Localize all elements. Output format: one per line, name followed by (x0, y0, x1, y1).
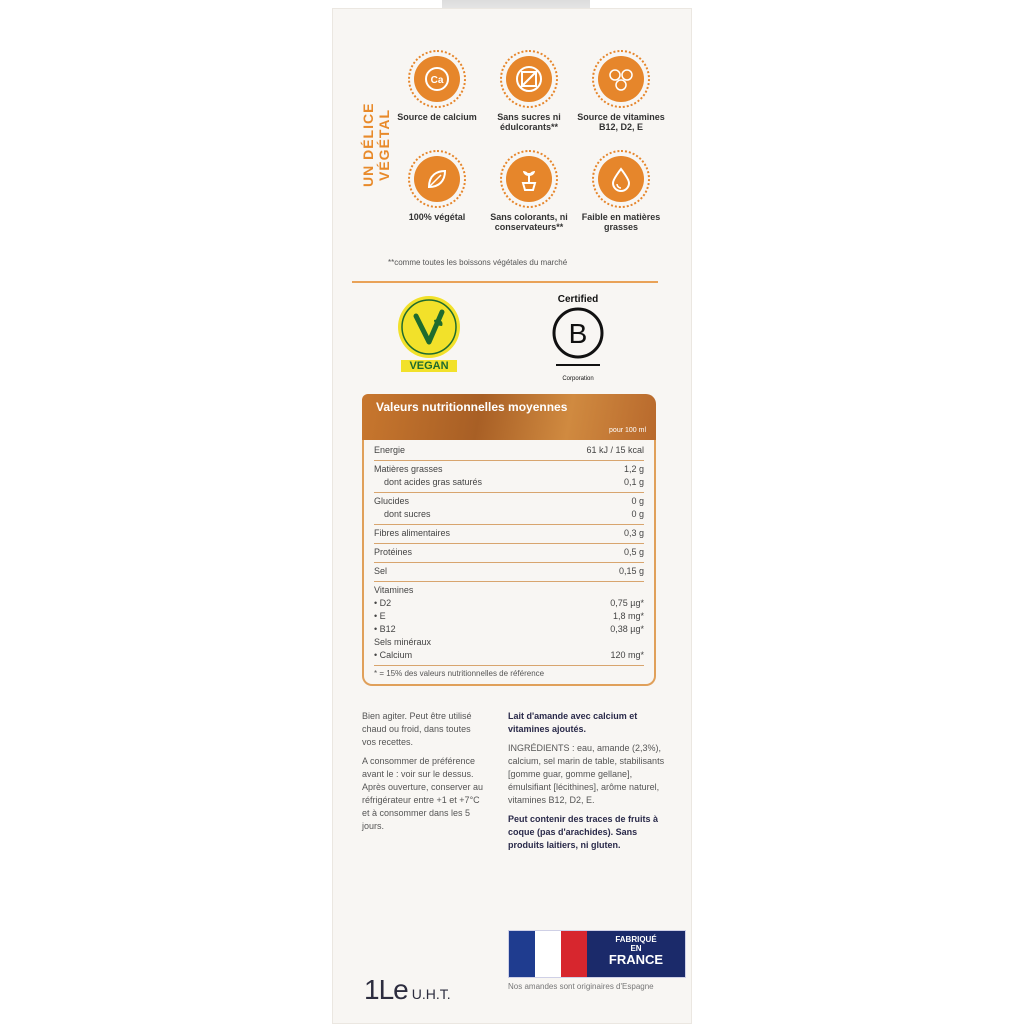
nutrition-row (374, 623, 644, 636)
nutrition-header (362, 394, 656, 440)
product-description (508, 710, 668, 858)
usage-instructions (362, 710, 484, 839)
nutrition-row (374, 597, 644, 610)
nutrient-name: Fibres alimentaires (374, 528, 451, 538)
calcium-icon (414, 56, 460, 102)
v-label-icon (398, 296, 460, 358)
nutrient-value: 0 g (631, 509, 644, 519)
nutrition-note: * = 15% des valeurs nutritionnelles de référence (374, 669, 545, 678)
benefit-label: Sans colorants, ni conservateurs** (490, 212, 568, 232)
nutrition-row (374, 610, 644, 623)
nutrient-value: 61 kJ / 15 kcal (586, 445, 644, 455)
nutrient-name: Glucides (374, 496, 410, 506)
nutrition-row (374, 527, 644, 540)
nutrition-row (374, 546, 644, 559)
nutrition-group (374, 525, 644, 544)
nutrition-per: pour 100 ml (609, 427, 646, 434)
vegan-label: VEGAN (401, 360, 457, 372)
usage-text: Bien agiter. Peut être utilisé chaud ou froid, dans toutes vos recettes. (362, 711, 472, 747)
benefit-label: 100% végétal (408, 212, 466, 222)
volume-estimated-mark: e (393, 974, 408, 1005)
nutrient-name: • E (374, 611, 386, 621)
svg-text:Ca: Ca (430, 75, 444, 86)
nutrient-value: 1,2 g (623, 464, 644, 474)
leaf-icon (414, 156, 460, 202)
nutrient-name: Matières grasses (374, 464, 443, 474)
benefit-label: Source de vitamines B12, D2, E (577, 112, 665, 132)
drop-icon (598, 156, 644, 202)
nutrient-name: • D2 (374, 598, 392, 608)
nutrient-value: 0,75 µg* (610, 598, 644, 608)
nutrient-value: 0,15 g (618, 566, 644, 576)
nutrition-row (374, 636, 644, 649)
nutrition-row (374, 495, 644, 508)
benefit-no-sugar (483, 56, 575, 132)
nutrient-value: 0,3 g (623, 528, 644, 538)
nutrient-name: Vitamines (374, 585, 414, 595)
uht-label: U.H.T. (411, 986, 451, 1002)
allergens-text: Peut contenir des traces de fruits à coque (pas d'arachides). Sans produits laitiers, ni gluten. (508, 814, 659, 850)
nutrient-name: Sels minéraux (374, 637, 432, 647)
nutrient-value: 0,1 g (623, 477, 644, 487)
divider (352, 281, 658, 283)
nutrition-title: Valeurs nutritionnelles moyennes (376, 400, 568, 414)
nutrition-body (362, 440, 656, 686)
nutrient-value: 1,8 mg* (612, 611, 644, 621)
benefit-label: Sans sucres ni édulcorants** (497, 112, 561, 132)
nutrition-group (374, 493, 644, 525)
bcorp-certified: Certified (557, 294, 599, 305)
french-flag-icon (509, 931, 587, 977)
plant-icon (506, 156, 552, 202)
product-headline: Lait d'amande avec calcium et vitamines ajoutés. (508, 711, 638, 734)
nutrient-name: dont sucres (384, 509, 431, 519)
nutrient-value: 0 g (631, 496, 644, 506)
nutrition-group (374, 442, 644, 461)
made-in-france-badge (508, 930, 686, 978)
nutrient-name: Energie (374, 445, 406, 455)
nutrient-value: 120 mg* (610, 650, 644, 660)
bcorp-letter: B (568, 318, 588, 349)
nutrition-row (374, 584, 644, 597)
nutrition-group (374, 563, 644, 582)
nutrient-name: Protéines (374, 547, 413, 557)
origin-note: Nos amandes sont originaires d'Espagne (508, 982, 654, 991)
nutrient-name: dont acides gras saturés (384, 477, 483, 487)
benefit-calcium (391, 56, 483, 122)
nutrient-name: Sel (374, 566, 388, 576)
ingredients-text: INGRÉDIENTS : eau, amande (2,3%), calcium, sel marin de table, stabilisants [gomme guar, gomme gellane], émulsifiant [lécithines], arôme naturel, vitamines B12, D2, E. (508, 743, 665, 805)
nutrition-table (362, 394, 656, 686)
made-in-label (587, 931, 685, 977)
nutrition-group (374, 582, 644, 666)
vertical-title: UN DÉLICE VÉGÉTAL (360, 102, 392, 188)
nutrition-group (374, 544, 644, 563)
benefit-low-fat (575, 156, 667, 232)
volume-value: 1L (364, 974, 394, 1005)
footnote: **comme toutes les boissons végétales du marché (388, 258, 568, 267)
benefit-vegetal (391, 156, 483, 222)
volume-label (364, 974, 451, 1006)
bcorp-corporation: Corporation (562, 376, 594, 382)
nutrition-row (374, 565, 644, 578)
nutrition-row (374, 476, 644, 489)
vegan-logo (394, 296, 464, 378)
made-in-line2: EN (630, 944, 642, 953)
made-in-line3: FRANCE (608, 952, 664, 967)
bcorp-icon (550, 305, 606, 369)
nutrient-name: • Calcium (374, 650, 413, 660)
benefit-no-additives (483, 156, 575, 232)
made-in-line1: FABRIQUÉ (615, 935, 657, 944)
nutrition-row (374, 444, 644, 457)
nutrition-group (374, 461, 644, 493)
vitamins-icon (598, 56, 644, 102)
nutrient-value: 0,5 g (623, 547, 644, 557)
benefit-vitamins (575, 56, 667, 132)
benefit-label: Source de calcium (397, 112, 477, 122)
nutrient-value: 0,38 µg* (610, 624, 644, 634)
storage-text: A consommer de préférence avant le : voir sur le dessus. Après ouverture, conserver au réfrigérateur entre +1 et +7°C et à consommer dans les 5 jours. (362, 756, 484, 831)
bcorp-logo (540, 294, 616, 382)
nutrition-row (374, 649, 644, 662)
benefit-label: Faible en matières grasses (581, 212, 661, 232)
no-sugar-icon (506, 56, 552, 102)
nutrition-row (374, 463, 644, 476)
nutrition-row (374, 508, 644, 521)
nutrient-name: • B12 (374, 624, 396, 634)
